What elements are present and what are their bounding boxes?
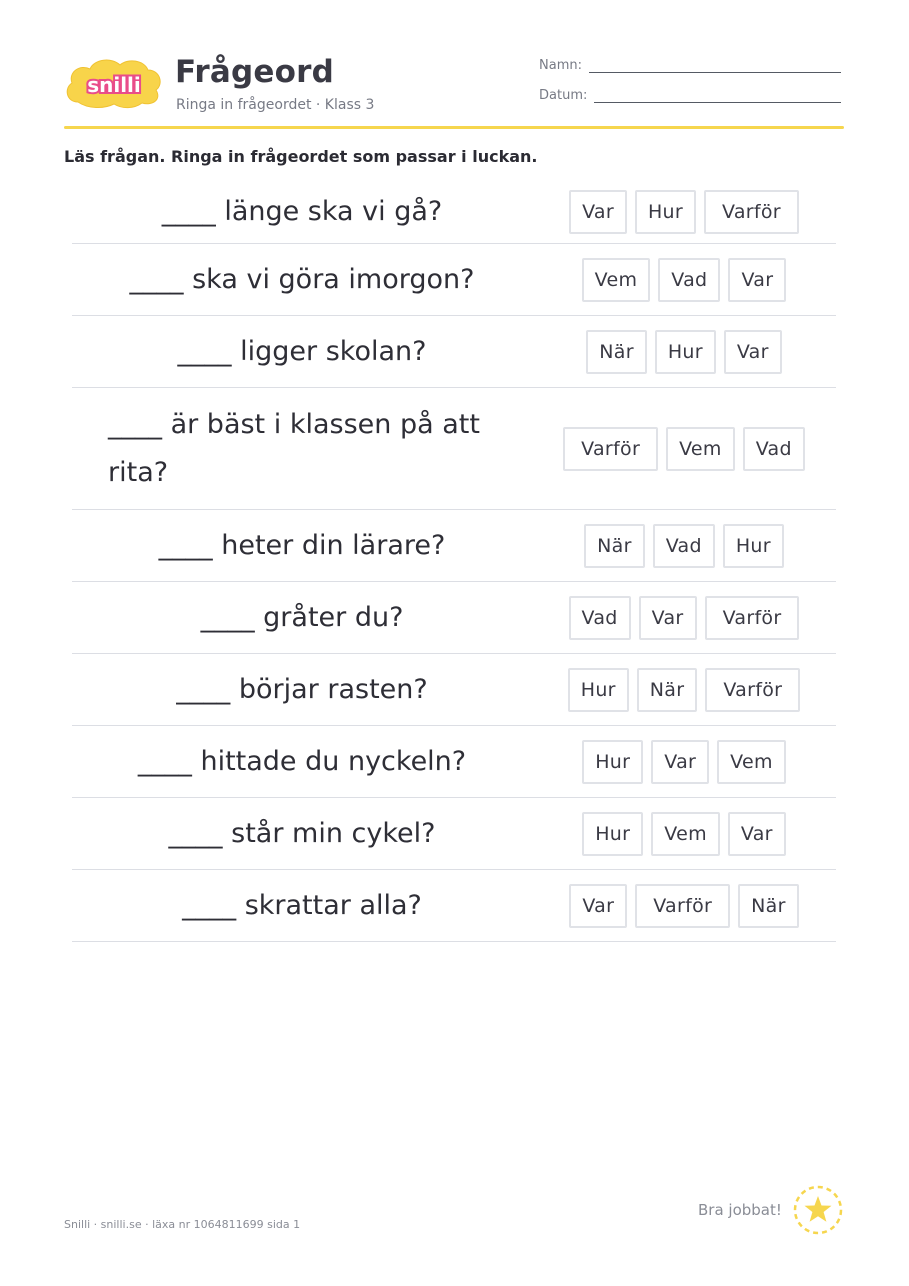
option-group — [532, 258, 836, 302]
question-row — [72, 316, 836, 388]
question-row — [72, 244, 836, 316]
option-group — [532, 596, 836, 640]
option-group — [532, 812, 836, 856]
option-box[interactable]: Hur — [655, 330, 716, 374]
option-group — [532, 190, 836, 234]
logo-text: snilli — [87, 73, 141, 97]
option-group — [532, 668, 836, 712]
option-box[interactable]: Varför — [705, 668, 800, 712]
option-box[interactable]: Var — [651, 740, 709, 784]
option-box[interactable]: Vem — [717, 740, 786, 784]
option-box[interactable]: Vem — [582, 258, 651, 302]
option-box[interactable]: Vad — [653, 524, 715, 568]
name-label: Namn: — [539, 58, 582, 73]
option-box[interactable]: När — [738, 884, 799, 928]
option-box[interactable]: Var — [569, 884, 627, 928]
praise-text: Bra jobbat! — [698, 1201, 782, 1219]
date-line[interactable] — [594, 90, 841, 103]
option-box[interactable]: Var — [639, 596, 697, 640]
question-text: ____ heter din lärare? — [158, 529, 446, 561]
option-box[interactable]: Varför — [563, 427, 658, 471]
question-text: ____ står min cykel? — [168, 817, 436, 849]
date-label: Datum: — [539, 88, 588, 103]
star-icon — [791, 1183, 845, 1237]
footer-text: Snilli · snilli.se · läxa nr 1064811699 sida 1 — [64, 1218, 301, 1231]
option-box[interactable]: Vad — [658, 258, 720, 302]
option-box[interactable]: Varför — [635, 884, 730, 928]
instruction-text: Läs frågan. Ringa in frågeordet som passar i luckan. — [64, 147, 538, 166]
date-field[interactable] — [539, 88, 841, 103]
page-title: Frågeord — [175, 54, 334, 90]
option-box[interactable]: Var — [728, 812, 786, 856]
option-box[interactable]: Hur — [568, 668, 629, 712]
option-group — [532, 330, 836, 374]
option-box[interactable]: Hur — [723, 524, 784, 568]
option-box[interactable]: Vad — [569, 596, 631, 640]
option-box[interactable]: Var — [569, 190, 627, 234]
question-text: ____ ska vi göra imorgon? — [129, 263, 475, 295]
question-list — [72, 180, 836, 942]
option-box[interactable]: Var — [724, 330, 782, 374]
question-row — [72, 582, 836, 654]
option-group — [532, 524, 836, 568]
question-text: ____ gråter du? — [200, 601, 404, 633]
snilli-logo — [64, 56, 164, 110]
question-text: ____ skrattar alla? — [182, 889, 422, 921]
question-text: ____ hittade du nyckeln? — [137, 745, 467, 777]
page-subtitle: Ringa in frågeordet · Klass 3 — [176, 97, 375, 113]
question-text: ____ är bäst i klassen på att rita? — [108, 408, 480, 488]
question-text: ____ börjar rasten? — [176, 673, 428, 705]
option-box[interactable]: Vad — [743, 427, 805, 471]
option-group — [532, 884, 836, 928]
option-box[interactable]: Hur — [582, 812, 643, 856]
question-row — [72, 510, 836, 582]
option-group — [532, 740, 836, 784]
header-divider — [64, 126, 844, 129]
option-box[interactable]: Vem — [666, 427, 735, 471]
option-box[interactable]: När — [637, 668, 698, 712]
name-line[interactable] — [589, 60, 841, 73]
name-field[interactable] — [539, 58, 841, 73]
question-row — [72, 180, 836, 244]
option-box[interactable]: Vem — [651, 812, 720, 856]
question-text: ____ länge ska vi gå? — [161, 195, 443, 227]
option-box[interactable]: Hur — [635, 190, 696, 234]
question-row — [72, 870, 836, 942]
option-box[interactable]: När — [584, 524, 645, 568]
question-row — [72, 726, 836, 798]
option-box[interactable]: Hur — [582, 740, 643, 784]
option-group — [532, 427, 836, 471]
question-text: ____ ligger skolan? — [177, 335, 427, 367]
question-row — [72, 798, 836, 870]
option-box[interactable]: Var — [728, 258, 786, 302]
question-row — [72, 654, 836, 726]
option-box[interactable]: Varför — [704, 190, 799, 234]
option-box[interactable]: Varför — [705, 596, 800, 640]
option-box[interactable]: När — [586, 330, 647, 374]
question-row — [72, 388, 836, 510]
